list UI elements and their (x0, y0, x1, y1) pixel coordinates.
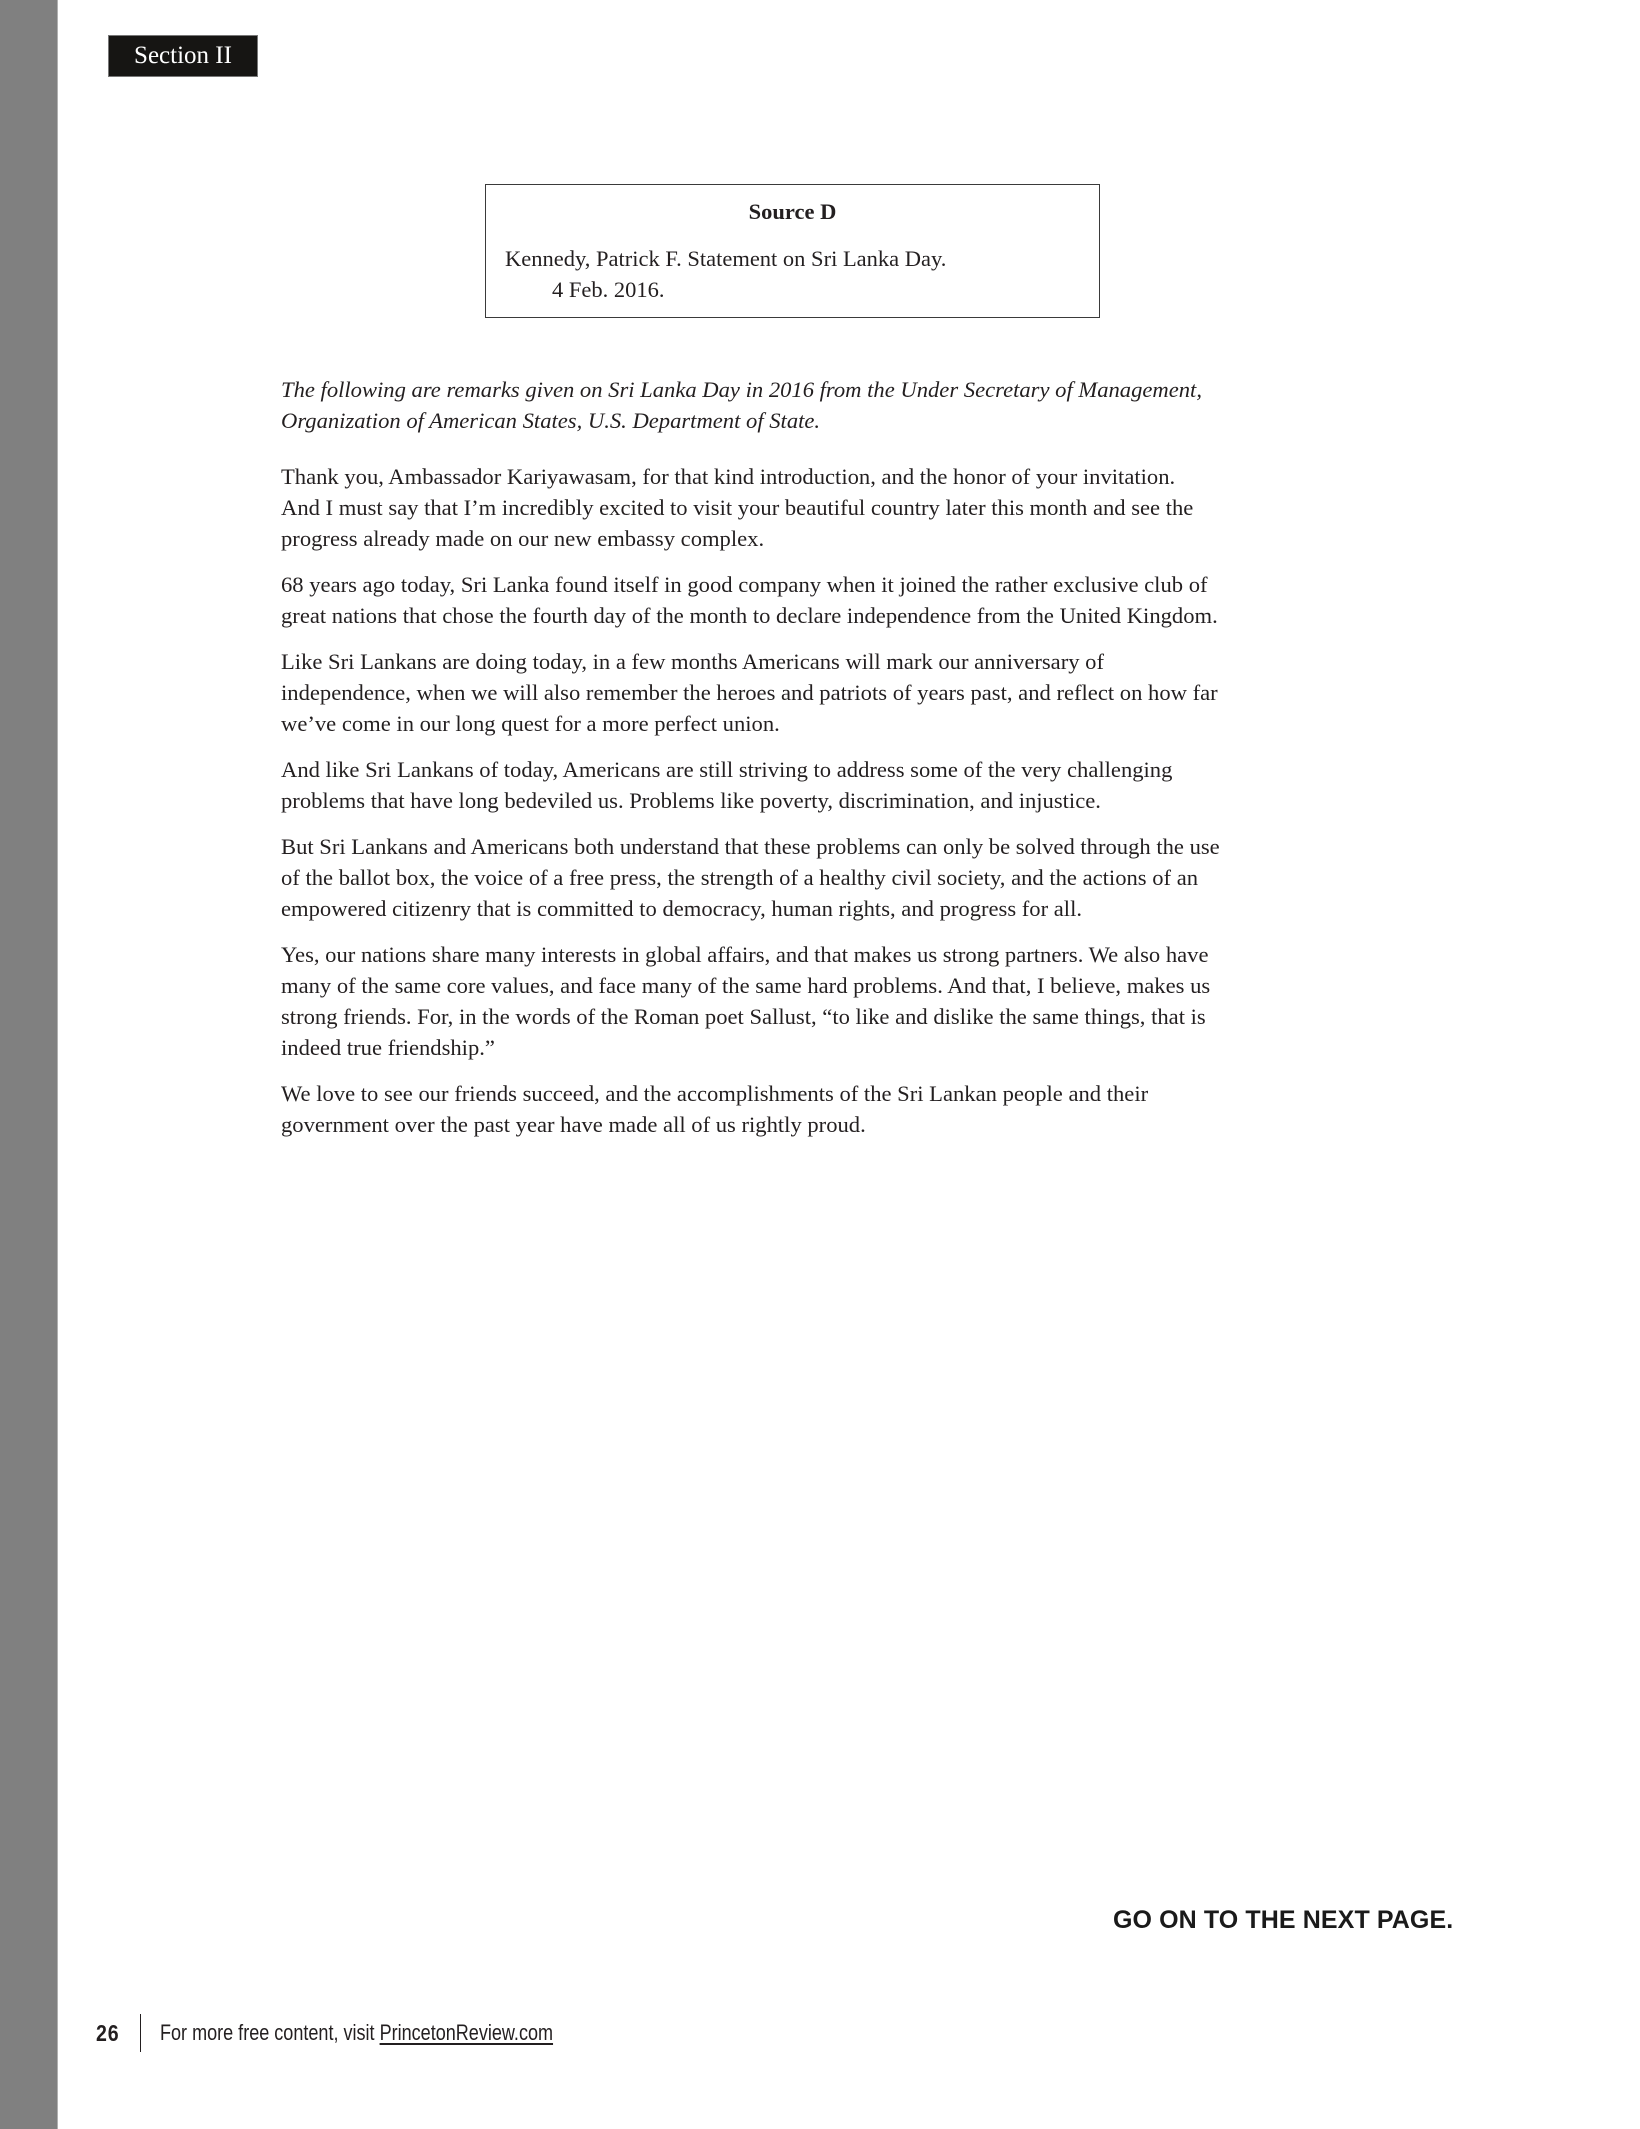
text-line: independence, when we will also remember the heroes and patriots of years past, and reflect on how far (281, 680, 1218, 705)
page-edge-bar (0, 0, 58, 2129)
document-body (281, 374, 1361, 1155)
text-line: And like Sri Lankans of today, Americans are still striving to address some of the very challenging (281, 757, 1173, 782)
text-line: we’ve come in our long quest for a more perfect union. (281, 711, 780, 736)
text-line: But Sri Lankans and Americans both understand that these problems can only be solved through the use (281, 834, 1220, 859)
paragraph (281, 461, 1361, 554)
paragraph (281, 646, 1361, 739)
text-line: problems that have long bedeviled us. Problems like poverty, discrimination, and injustice. (281, 788, 1101, 813)
page-number: 26 (96, 2019, 120, 2046)
footer-divider (140, 2014, 142, 2052)
paragraph (281, 831, 1361, 924)
paragraph (281, 939, 1361, 1063)
paragraph (281, 569, 1361, 631)
footer-promo-text: For more free content, visit (160, 2020, 380, 2045)
intro-paragraph (281, 374, 1361, 436)
go-to-next-page-notice: GO ON TO THE NEXT PAGE. (1113, 1906, 1454, 1934)
text-line: Like Sri Lankans are doing today, in a few months Americans will mark our anniversary of (281, 649, 1104, 674)
text-line: The following are remarks given on Sri Lanka Day in 2016 from the Under Secretary of Management, (281, 377, 1202, 402)
citation-line: Kennedy, Patrick F. Statement on Sri Lanka Day. (505, 246, 947, 271)
princeton-review-link[interactable]: PrincetonReview.com (379, 2020, 554, 2045)
text-line: strong friends. For, in the words of the Roman poet Sallust, “to like and dislike the same things, that is (281, 1004, 1206, 1029)
citation-date: 4 Feb. 2016. (552, 277, 665, 302)
source-citation (505, 243, 946, 305)
text-line: Yes, our nations share many interests in global affairs, and that makes us strong partners. We also have (281, 942, 1209, 967)
text-line: great nations that chose the fourth day of the month to declare independence from the United Kingdom. (281, 603, 1218, 628)
text-line: And I must say that I’m incredibly excited to visit your beautiful country later this month and see the (281, 495, 1194, 520)
source-citation-box (485, 184, 1100, 318)
text-line: indeed true friendship.” (281, 1035, 495, 1060)
page-footer (96, 2013, 639, 2053)
text-line: We love to see our friends succeed, and the accomplishments of the Sri Lankan people and their (281, 1081, 1149, 1106)
paragraph (281, 754, 1361, 816)
section-label: Section II (134, 42, 232, 69)
text-line: of the ballot box, the voice of a free press, the strength of a healthy civil society, and the actions of an (281, 865, 1199, 890)
text-line: government over the past year have made all of us rightly proud. (281, 1112, 866, 1137)
section-badge (108, 35, 258, 77)
text-line: progress already made on our new embassy complex. (281, 526, 765, 551)
text-line: 68 years ago today, Sri Lanka found itself in good company when it joined the rather exclusive club of (281, 572, 1208, 597)
text-line: Thank you, Ambassador Kariyawasam, for that kind introduction, and the honor of your invitation. (281, 464, 1176, 489)
text-line: many of the same core values, and face many of the same hard problems. And that, I believe, makes us (281, 973, 1211, 998)
text-line: empowered citizenry that is committed to democracy, human rights, and progress for all. (281, 896, 1082, 921)
footer-promo (160, 2020, 553, 2046)
paragraph (281, 1078, 1361, 1140)
source-title: Source D (748, 199, 837, 224)
text-line: Organization of American States, U.S. Department of State. (281, 408, 821, 433)
